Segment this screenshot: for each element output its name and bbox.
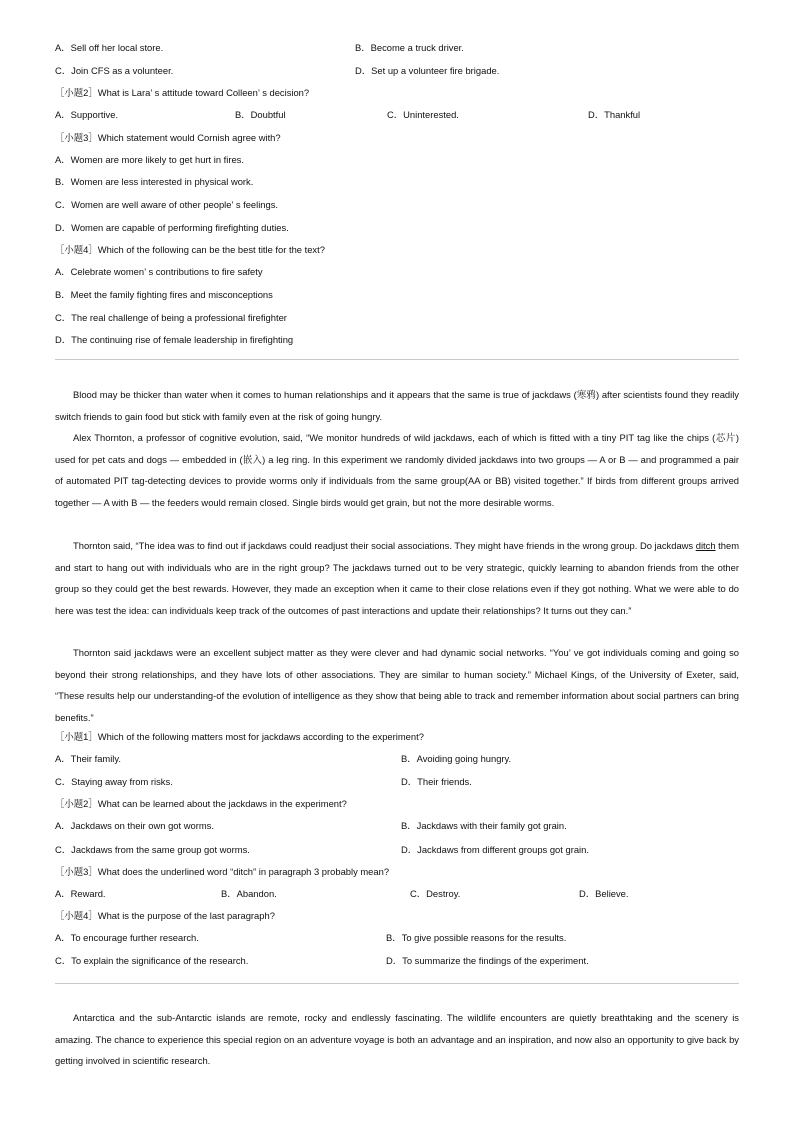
s2-q4-option-c: C．To explain the significance of the research. <box>55 955 249 966</box>
s1-q2-option-b: B．Doubtful <box>235 109 286 120</box>
s1-q3-option-c: C．Women are well aware of other people’ s feelings. <box>55 199 279 210</box>
s1-q2-option-d: D．Thankful <box>588 109 641 120</box>
s3-paragraph-1 <box>55 1007 739 1072</box>
s2-q2-option-c: C．Jackdaws from the same group got worms. <box>55 844 250 855</box>
s2-q3-option-b: B．Abandon. <box>221 888 277 899</box>
s2-q4-stem: ［小题4］What is the purpose of the last paragraph? <box>55 910 275 921</box>
s1-q4-option-c: C．The real challenge of being a professional firefighter <box>55 312 287 323</box>
s2-q1-option-d: D．Their friends. <box>401 776 472 787</box>
s2-q2-option-b: B．Jackdaws with their family got grain. <box>401 820 567 831</box>
s2-q3-option-c: C．Destroy. <box>410 888 461 899</box>
s2-paragraph-1 <box>55 384 739 427</box>
s2-paragraph-2-text: Alex Thornton, a professor of cognitive evolution, said, “We monitor hundreds of wild jackdaws, each of which is fitted with a tiny PIT tag like the chips (芯片) used for pet cats and dogs — embedded in (嵌入) a leg ring. In this experiment we randomly divided jackdaws into two groups — A or B — and programmed a pair of automated PIT tag-detecting devices to provide worms only if individuals from the same group(AA or BB) visited together.” If birds from different groups arrived together — A with B — the feeders would remain closed. Single birds would get grain, but not the more desirable worms. <box>55 432 739 508</box>
section-divider <box>55 983 739 984</box>
s2-q1-option-b: B．Avoiding going hungry. <box>401 753 512 764</box>
s2-paragraph-1-text: Blood may be thicker than water when it comes to human relationships and it appears that the same is true of jackdaws (寒鸦) after scientists found they readily switch friends to gain food but stick with family even at the risk of going hungry. <box>55 389 739 422</box>
s2-q2-option-a: A．Jackdaws on their own got worms. <box>55 820 214 831</box>
s2-q1-option-c: C．Staying away from risks. <box>55 776 173 787</box>
s1-q4-option-d: D．The continuing rise of female leadership in firefighting <box>55 334 294 345</box>
s1-q1-option-a: A．Sell off her local store. <box>55 42 164 53</box>
s1-q1-option-c: C．Join CFS as a volunteer. <box>55 65 174 76</box>
s1-q4-option-b: B．Meet the family fighting fires and misconceptions <box>55 289 273 300</box>
s2-q4-option-d: D．To summarize the findings of the experiment. <box>386 955 589 966</box>
s1-q4-stem: ［小题4］Which of the following can be the best title for the text? <box>55 244 325 255</box>
s2-q4-option-b: B．To give possible reasons for the results. <box>386 932 567 943</box>
s1-q2-option-a: A．Supportive. <box>55 109 119 120</box>
section-divider <box>55 359 739 360</box>
s2-q2-option-d: D．Jackdaws from different groups got grain. <box>401 844 589 855</box>
s2-q4-option-a: A．To encourage further research. <box>55 932 199 943</box>
s2-paragraph-3 <box>55 535 739 621</box>
s2-q3-option-a: A．Reward. <box>55 888 106 899</box>
s2-paragraph-3-text-after: them and start to hang out with individuals who are in the right group? The jackdaws turned out to be very strategic, quickly learning to abandon friends from the other group so they could get the best rewards. However, they made an exception when it came to their close relations even if they got nothing. What we were able to do here was test the idea: can individuals keep track of the outcomes of past interactions and update their relationships? It turns out they can.” <box>55 540 740 616</box>
s2-q2-stem: ［小题2］What can be learned about the jackdaws in the experiment? <box>55 798 347 809</box>
s1-q1-option-d: D．Set up a volunteer fire brigade. <box>355 65 500 76</box>
s2-q3-option-d: D．Believe. <box>579 888 629 899</box>
s2-paragraph-3-text-before: Thornton said, “The idea was to find out if jackdaws could readjust their social associations. They might have friends in the wrong group. Do jackdaws <box>73 540 696 551</box>
s3-paragraph-1-text: Antarctica and the sub-Antarctic islands are remote, rocky and endlessly fascinating. The wildlife encounters are quietly breathtaking and the scenery is amazing. The chance to experience this special region on an adventure voyage is both an advantage and an inspiration, and now also an opportunity to give back by getting involved in scientific research. <box>55 1012 739 1067</box>
s2-paragraph-4-text: Thornton said jackdaws were an excellent subject matter as they were clever and had dynamic social networks. “You’ ve got individuals coming and going so beyond their strong relationships, and they have lots of other associations. They are similar to human society.” Michael Kings, of the University of Exeter, said, “These results help our understanding-of the evolution of intelligence as they show that being able to track and remember information about social partners can bring benefits.” <box>55 647 739 723</box>
s1-q4-option-a: A．Celebrate women’ s contributions to fire safety <box>55 266 263 277</box>
s1-q3-stem: ［小题3］Which statement would Cornish agree with? <box>55 132 281 143</box>
underlined-word: ditch <box>695 540 716 551</box>
s1-q2-stem: ［小题2］What is Lara’ s attitude toward Colleen’ s decision? <box>55 87 310 98</box>
s2-paragraph-2 <box>55 427 739 513</box>
s1-q2-option-c: C．Uninterested. <box>387 109 459 120</box>
s1-q3-option-b: B．Women are less interested in physical work. <box>55 176 254 187</box>
s2-q1-stem: ［小题1］Which of the following matters most for jackdaws according to the experiment? <box>55 731 424 742</box>
s2-q1-option-a: A．Their family. <box>55 753 121 764</box>
s1-q1-option-b: B．Become a truck driver. <box>355 42 464 53</box>
s2-q3-stem: ［小题3］What does the underlined word “ditch” in paragraph 3 probably mean? <box>55 866 390 877</box>
s1-q3-option-d: D．Women are capable of performing firefighting duties. <box>55 222 289 233</box>
s2-paragraph-4 <box>55 642 739 728</box>
s1-q3-option-a: A．Women are more likely to get hurt in fires. <box>55 154 244 165</box>
